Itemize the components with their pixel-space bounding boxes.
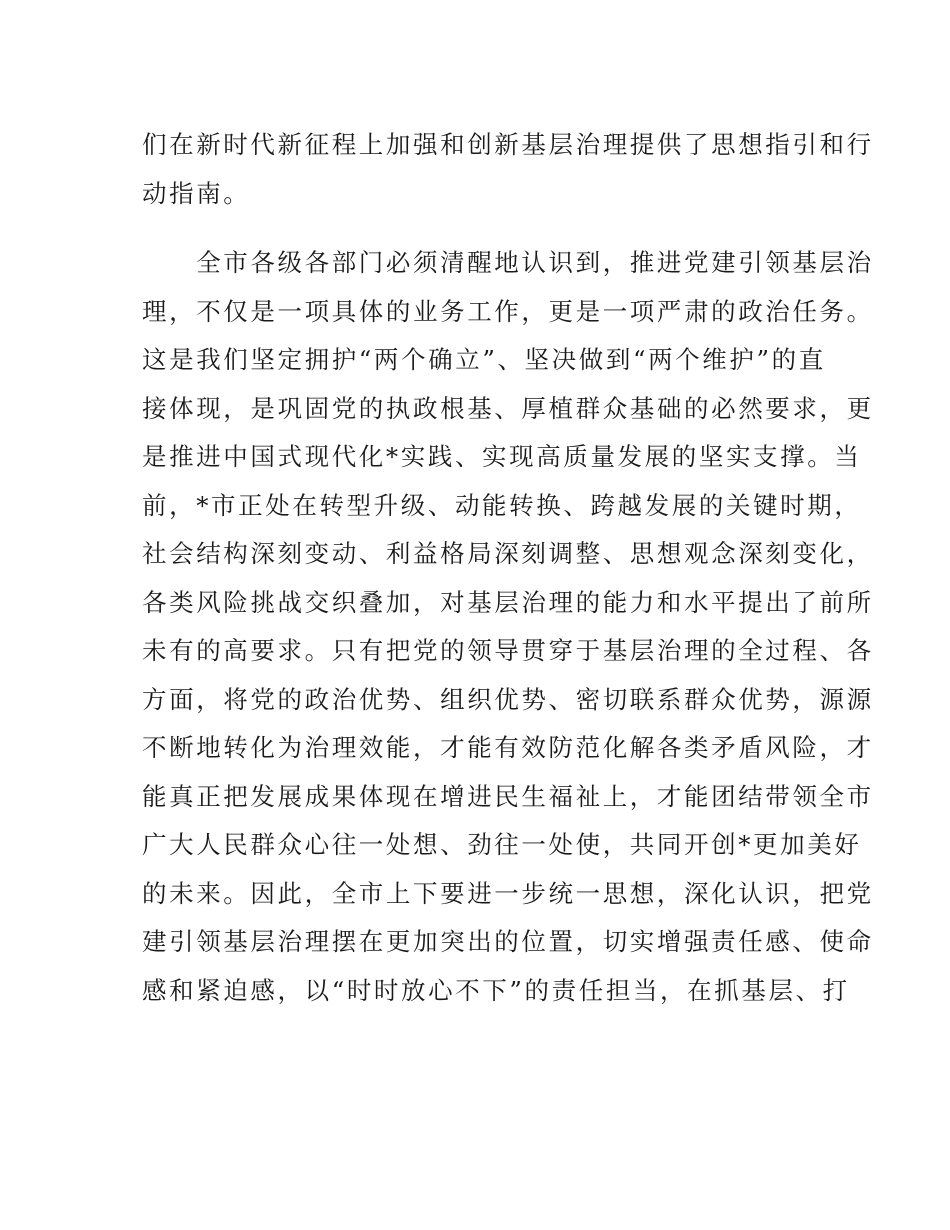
- text-line: 社会结构深刻变动、利益格局深刻调整、思想观念深刻变化，: [142, 539, 874, 568]
- text-line: 这是我们坚定拥护“两个确立”、坚决做到“两个维护”的直: [142, 345, 826, 374]
- text-line: 全市各级各部门必须清醒地认识到，推进党建引领基层治: [142, 248, 874, 277]
- text-line: 们在新时代新征程上加强和创新基层治理提供了思想指引和行: [142, 130, 874, 159]
- text-line: 各类风险挑战交织叠加，对基层治理的能力和水平提出了前所: [142, 587, 874, 617]
- text-line: 动指南。: [142, 178, 251, 208]
- text-line: 是推进中国式现代化*实践、实现高质量发展的坚实支撑。当: [142, 442, 862, 471]
- text-line: 广大人民群众心往一处想、劲往一处使，共同开创*更加美好: [142, 830, 862, 859]
- text-line: 接体现，是巩固党的执政根基、厚植群众基础的必然要求，更: [142, 393, 874, 423]
- paragraph-2: [142, 239, 874, 1015]
- text-line: 未有的高要求。只有把党的领导贯穿于基层治理的全过程、各: [142, 636, 874, 665]
- text-line: 建引领基层治理摆在更加突出的位置，切实增强责任感、使命: [142, 927, 874, 956]
- text-line: 能真正把发展成果体现在增进民生福祉上，才能团结带领全市: [142, 781, 874, 811]
- paragraph-spacer: [142, 218, 814, 239]
- text-line: 方面，将党的政治优势、组织优势、密切联系群众优势，源源: [142, 684, 874, 714]
- text-line: 的未来。因此，全市上下要进一步统一思想，深化认识，把党: [142, 878, 874, 908]
- text-line: 前，*市正处在转型升级、动能转换、跨越发展的关键时期，: [142, 490, 862, 520]
- text-line: 不断地转化为治理效能，才能有效防范化解各类矛盾风险，才: [142, 733, 874, 762]
- text-line: 理，不仅是一项具体的业务工作，更是一项严肃的政治任务。: [142, 296, 874, 326]
- paragraph-1: [142, 121, 874, 218]
- text-line: 感和紧迫感，以“时时放心不下”的责任担当，在抓基层、打: [142, 975, 850, 1005]
- body-text: [142, 121, 874, 1015]
